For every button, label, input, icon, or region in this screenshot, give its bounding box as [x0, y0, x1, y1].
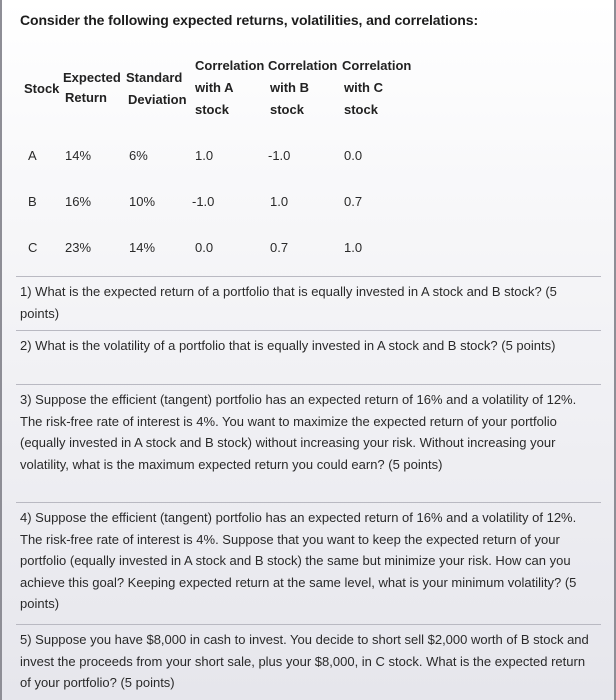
row-c-stock: C	[28, 240, 38, 255]
row-b-corr-a: -1.0	[192, 194, 215, 209]
row-c-return: 23%	[65, 240, 92, 255]
row-b-stock: B	[28, 194, 37, 209]
row-a-stock: A	[28, 148, 37, 163]
header-corr-b-line1: Correlation	[268, 58, 338, 73]
row-b-std-dev: 10%	[129, 194, 156, 209]
header-expected-return-line1: Expected	[63, 70, 121, 85]
header-expected-return-line2: Return	[65, 90, 107, 105]
row-b-corr-b: 1.0	[270, 194, 289, 209]
header-corr-b-line2: with B	[270, 80, 309, 95]
row-c-std-dev: 14%	[129, 240, 156, 255]
row-a-corr-a: 1.0	[195, 148, 214, 163]
header-std-dev-line1: Standard	[126, 70, 183, 85]
header-corr-a-line1: Correlation	[195, 58, 265, 73]
header-corr-c-line1: Correlation	[342, 58, 412, 73]
header-corr-a-line2: with A	[195, 80, 234, 95]
header-std-dev-line2: Deviation	[128, 92, 187, 107]
question-3: 3) Suppose the efficient (tangent) portfolio has an expected return of 16% and a volatility of 12%. The risk-free rate of interest is 4%. You want to maximize the expected return of your portfolio (equally invested in A stock and B stock) without increasing your risk. Without increasing your volatility, what is the maximum expected return you could earn? (5 points)	[16, 384, 601, 496]
header-stock: Stock	[24, 81, 60, 96]
question-5: 5) Suppose you have $8,000 in cash to invest. You decide to short sell $2,000 worth of B stock and invest the proceeds from your short sale, plus your $8,000, in C stock. What is the expected return of your portfolio? (5 points)	[16, 624, 601, 698]
question-1: 1) What is the expected return of a portfolio that is equally invested in A stock and B stock? (5 points)	[16, 276, 601, 328]
header-corr-c-line3: stock	[344, 102, 378, 117]
row-a-corr-c: 0.0	[344, 148, 363, 163]
row-c-corr-a: 0.0	[195, 240, 214, 255]
header-corr-c-line2: with C	[344, 80, 383, 95]
row-c-corr-b: 0.7	[270, 240, 289, 255]
row-b-return: 16%	[65, 194, 92, 209]
row-c-corr-c: 1.0	[344, 240, 363, 255]
row-a-corr-b: -1.0	[268, 148, 291, 163]
page-title: Consider the following expected returns, volatilities, and correlations:	[20, 12, 478, 28]
row-b-corr-c: 0.7	[344, 194, 363, 209]
header-corr-b-line3: stock	[270, 102, 304, 117]
row-a-std-dev: 6%	[129, 148, 148, 163]
row-a-return: 14%	[65, 148, 92, 163]
question-2: 2) What is the volatility of a portfolio that is equally invested in A stock and B stock? (5 points)	[16, 330, 601, 382]
header-corr-a-line3: stock	[195, 102, 229, 117]
question-4: 4) Suppose the efficient (tangent) portfolio has an expected return of 16% and a volatility of 12%. The risk-free rate of interest is 4%. Suppose that you want to keep the expected return of your portfolio (equally invested in A stock and B stock) the same but minimize your risk. How can you achieve this goal? Keeping expected return at the same level, what is your minimum volatility? (5 points)	[16, 502, 601, 620]
